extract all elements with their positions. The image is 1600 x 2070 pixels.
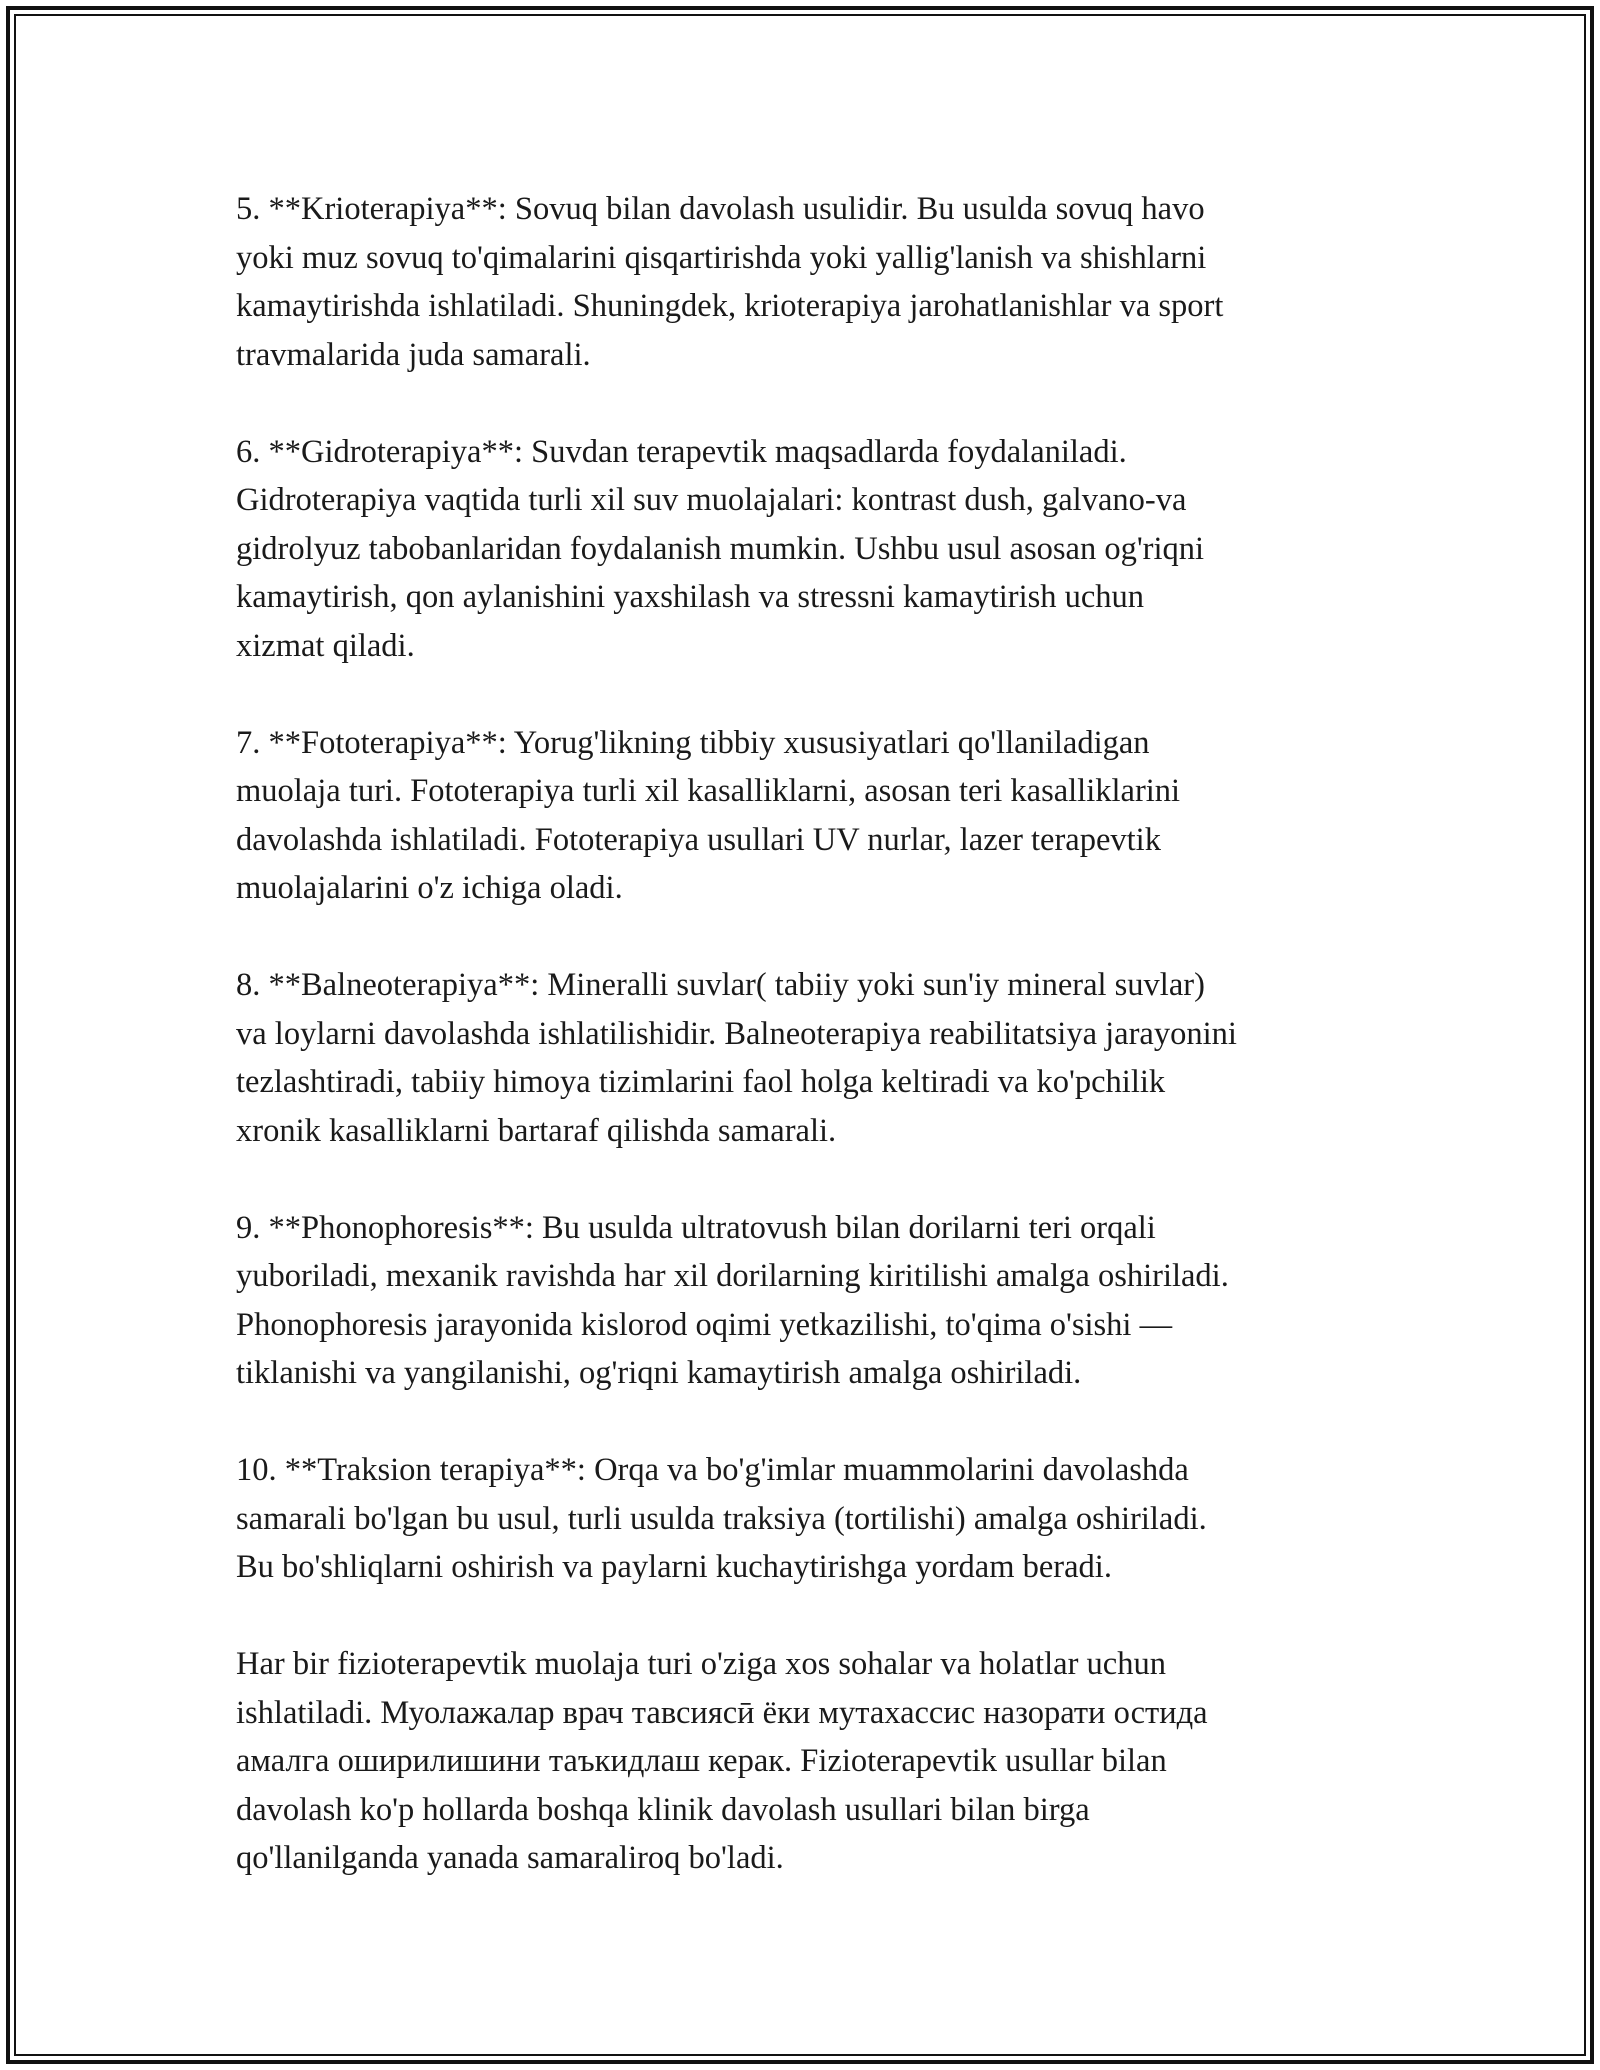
text-line: 10. **Traksion terapiya**: Orqa va bo'g'imlar muammolarini davolashda (236, 1452, 1189, 1488)
text-line: Bu bo'shliqlarni oshirish va paylarni kuchaytirishga yordam beradi. (236, 1549, 1112, 1585)
text-line: kamaytirishda ishlatiladi. Shuningdek, krioterapiya jarohatlanishlar va sport (236, 288, 1224, 324)
text-line: 6. **Gidroterapiya**: Suvdan terapevtik maqsadlarda foydalaniladi. (236, 433, 1127, 470)
paragraph-traksion-terapiya (236, 1446, 1376, 1592)
text-line: ishlatiladi. Муолажалар врач тавсиясӣ ёки мутахассис назорати остида (236, 1694, 1208, 1731)
text-line: muolajalarini o'z ichiga oladi. (236, 870, 623, 906)
text-line: tezlashtiradi, tabiiy himoya tizimlarini faol holga keltiradi va ko'pchilik (236, 1064, 1166, 1100)
text-line: 7. **Fototerapiya**: Yorug'likning tibbiy xususiyatlari qo'llaniladigan (236, 724, 1150, 761)
paragraph-gidroterapiya (236, 428, 1376, 671)
paragraph-conclusion (236, 1640, 1376, 1883)
document-body (236, 185, 1376, 1931)
text-line: Gidroterapiya vaqtida turli xil suv muolajalari: kontrast dush, galvano-va (236, 482, 1187, 518)
text-line: va loylarni davolashda ishlatilishidir. Balneoterapiya reabilitatsiya jarayonini (236, 1015, 1237, 1052)
text-line: 8. **Balneoterapiya**: Mineralli suvlar( tabiiy yoki sun'iy mineral suvlar) (236, 967, 1205, 1003)
text-line: yoki muz sovuq to'qimalarini qisqartirishda yoki yallig'lanish va shishlarni (236, 239, 1207, 276)
text-line: 9. **Phonophoresis**: Bu usulda ultratovush bilan dorilarni teri orqali (236, 1209, 1156, 1246)
text-line: амалга оширилишини таъкидлаш керак. Fizioterapevtik usullar bilan (236, 1743, 1167, 1779)
text-line: 5. **Krioterapiya**: Sovuq bilan davolash usulidir. Bu usulda sovuq havo (236, 191, 1205, 227)
text-line: qo'llanilganda yanada samaraliroq bo'ladi. (236, 1840, 784, 1876)
text-line: yuboriladi, mexanik ravishda har xil dorilarning kiritilishi amalga oshiriladi. (236, 1258, 1229, 1294)
paragraph-krioterapiya (236, 185, 1376, 379)
paragraph-phonophoresis (236, 1204, 1376, 1398)
text-line: travmalarida juda samarali. (236, 336, 591, 373)
text-line: davolash ko'p hollarda boshqa klinik davolash usullari bilan birga (236, 1791, 1090, 1828)
text-line: gidrolyuz tabobanlaridan foydalanish mumkin. Ushbu usul asosan og'riqni (236, 530, 1205, 567)
text-line: davolashda ishlatiladi. Fototerapiya usullari UV nurlar, lazer terapevtik (236, 821, 1161, 858)
text-line: tiklanishi va yangilanishi, og'riqni kamaytirish amalga oshiriladi. (236, 1355, 1082, 1391)
text-line: muolaja turi. Fototerapiya turli xil kasalliklarni, asosan teri kasalliklarini (236, 773, 1181, 809)
text-line: Phonophoresis jarayonida kislorod oqimi yetkazilishi, to'qima o'sishi — (236, 1306, 1173, 1343)
text-line: xizmat qiladi. (236, 627, 415, 664)
text-line: Har bir fizioterapevtik muolaja turi o'ziga xos sohalar va holatlar uchun (236, 1646, 1166, 1682)
text-line: kamaytirish, qon aylanishini yaxshilash va stressni kamaytirish uchun (236, 579, 1145, 615)
paragraph-fototerapiya (236, 719, 1376, 913)
text-line: xronik kasalliklarni bartaraf qilishda samarali. (236, 1112, 837, 1149)
paragraph-balneoterapiya (236, 961, 1376, 1155)
text-line: samarali bo'lgan bu usul, turli usulda traksiya (tortilishi) amalga oshiriladi. (236, 1500, 1207, 1537)
